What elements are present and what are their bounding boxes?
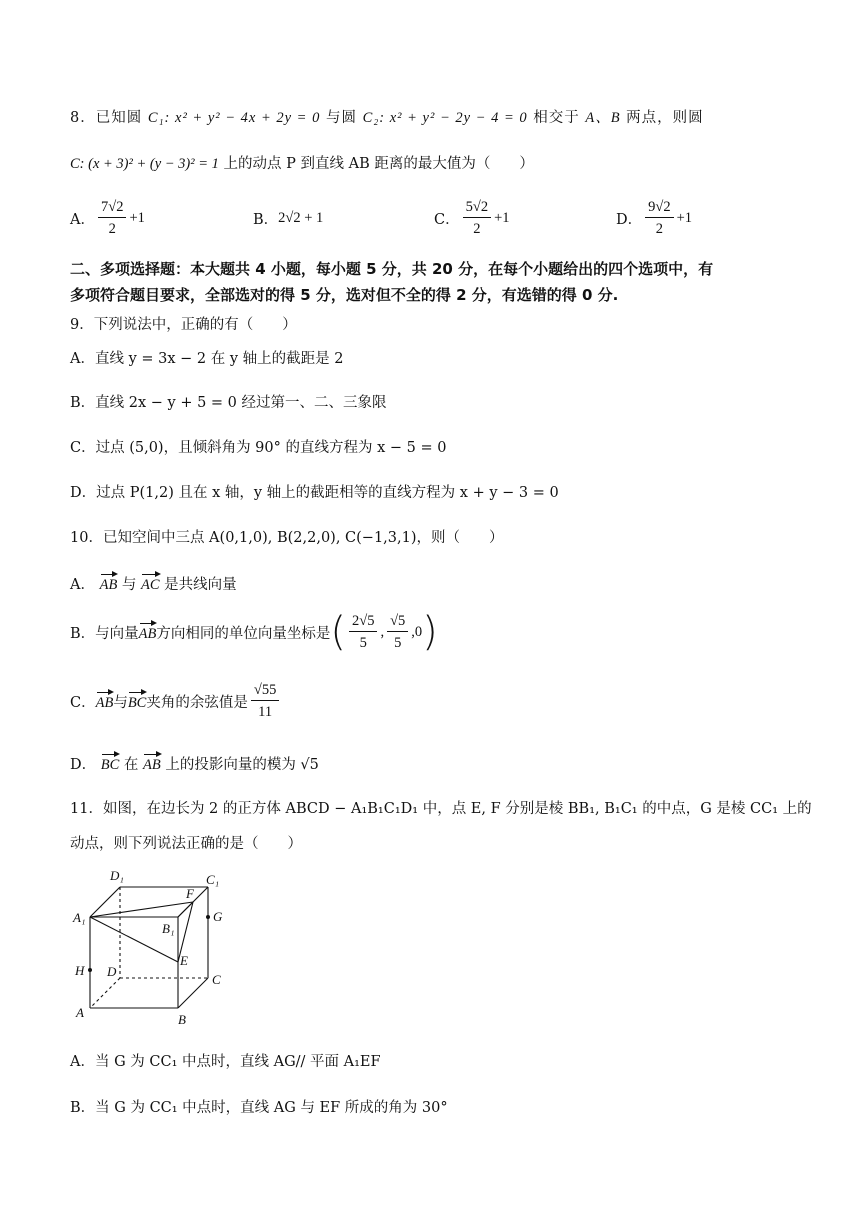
q9-option-a[interactable]: A．直线 y = 3x − 2 在 y 轴上的截距是 2: [70, 351, 344, 367]
q9-stem: 9．下列说法中，正确的有（ ）: [70, 317, 297, 333]
q8-option-b-expr: 2√2 + 1: [278, 210, 324, 226]
section2-header-line1: 二、多项选择题：本大题共 4 小题，每小题 5 分，共 20 分，在每个小题给出的四个选项中，有: [70, 260, 714, 278]
q8-and: 与圆: [325, 110, 357, 126]
q10-option-d-text-b: 上的投影向量的模为 √5: [165, 757, 319, 773]
q10-and: 与: [113, 694, 128, 711]
q10-option-c-num: √55: [251, 681, 279, 701]
label-b: B: [178, 1012, 186, 1027]
point-g: [206, 915, 210, 919]
q8-option-a-label: A．: [70, 211, 95, 228]
label-a1: A₁: [73, 910, 86, 925]
q8-circle-c2-equation: C₂: x² + y² − 2y − 4 = 0: [362, 110, 528, 126]
left-paren: (: [330, 609, 346, 655]
q8-option-c-den: 2: [473, 221, 481, 237]
q10-option-d-label: D．: [70, 757, 97, 773]
vector-bc: BC: [101, 752, 120, 774]
vector-ab: AB: [143, 752, 161, 774]
q8-line2: [70, 152, 534, 173]
q8-option-c-fraction: [463, 198, 491, 238]
q10-option-b-den1: 5: [359, 635, 367, 651]
vector-ab: AB: [139, 621, 157, 643]
label-a: A: [76, 1005, 84, 1020]
q8-option-d-tail: +1: [676, 209, 693, 226]
q10-option-b-frac1: [349, 612, 377, 652]
q9-option-c[interactable]: C．过点 (5,0)，且倾斜角为 90° 的直线方程为 x − 5 = 0: [70, 440, 447, 456]
label-f: F: [186, 886, 194, 901]
vector-ab: AB: [96, 690, 114, 712]
q8-option-c-tail: +1: [494, 209, 510, 226]
q10-option-b-frac2: [387, 612, 408, 652]
label-b1: B₁: [162, 921, 175, 936]
q8-two-points: 两点，则圆: [626, 110, 704, 126]
label-c1: C₁: [206, 872, 220, 887]
q8-option-d-num: 9√2: [645, 198, 673, 218]
q8-option-b[interactable]: [253, 208, 323, 229]
q10-option-c[interactable]: [70, 681, 282, 721]
q8-option-a-tail: +1: [129, 209, 145, 226]
label-e: E: [180, 953, 188, 968]
q10-option-a-text: 是共线向量: [164, 577, 237, 593]
q8-option-c[interactable]: [434, 198, 510, 238]
q8-option-d[interactable]: [616, 198, 692, 238]
q8-option-a-num: 7√2: [98, 198, 126, 218]
q8-points: A、B: [585, 110, 621, 126]
q10-option-a-label: A．: [70, 577, 95, 593]
q8-option-d-fraction: [645, 198, 673, 238]
q8-option-d-den: 2: [655, 221, 663, 237]
q10-option-b-last: 0: [414, 623, 423, 640]
vector-ac: AC: [141, 572, 160, 594]
label-g: G: [213, 909, 223, 924]
q10-stem: 10．已知空间中三点 A(0,1,0), B(2,2,0), C(−1,3,1)，则（ ）: [70, 530, 504, 546]
q11-option-b[interactable]: B．当 G 为 CC₁ 中点时，直线 AG 与 EF 所成的角为 30°: [70, 1100, 448, 1116]
q11-line2: 动点，则下列说法正确的是（ ）: [70, 836, 302, 852]
q8-intro: 8．已知圆: [70, 110, 143, 126]
label-c: C: [212, 972, 221, 987]
q10-option-a[interactable]: [70, 572, 237, 594]
q8-option-c-num: 5√2: [463, 198, 491, 218]
q10-option-d[interactable]: [70, 752, 319, 774]
q10-option-c-den: 11: [258, 704, 273, 720]
q11-option-a[interactable]: A．当 G 为 CC₁ 中点时，直线 AG// 平面 A₁EF: [70, 1054, 381, 1070]
vector-ab: AB: [100, 572, 118, 594]
q10-option-b-text: 方向相同的单位向量坐标是: [156, 625, 331, 642]
label-d1: D₁: [110, 868, 124, 883]
q8-question: 上的动点 P 到直线 AB 距离的最大值为（ ）: [223, 156, 534, 172]
q10-option-c-label: C．: [70, 694, 96, 711]
q8-option-a-fraction: [98, 198, 126, 238]
q8-option-a-den: 2: [108, 221, 116, 237]
q9-option-b[interactable]: B．直线 2x − y + 5 = 0 经过第一、二、三象限: [70, 395, 387, 411]
right-paren: ): [422, 609, 438, 655]
q10-option-b-label: B．与向量: [70, 625, 139, 642]
q8-circle-c-equation: C: (x + 3)² + (y − 3)² = 1: [70, 156, 219, 172]
q10-option-c-text: 夹角的余弦值是: [146, 694, 248, 711]
q10-option-b-den2: 5: [394, 635, 402, 651]
label-h: H: [75, 963, 85, 978]
q10-option-b-num2: √5: [387, 612, 408, 632]
q10-option-b[interactable]: [70, 609, 438, 655]
section2-header-line2: 多项符合题目要求，全部选对的得 5 分，选对但不全的得 2 分，有选错的得 0 分.: [70, 286, 619, 304]
q8-option-d-label: D．: [616, 211, 643, 228]
q10-and: 与: [121, 577, 137, 593]
comma: ,: [411, 623, 415, 640]
q10-option-c-frac: [251, 681, 279, 721]
vector-bc: BC: [128, 690, 147, 712]
q10-option-b-num1: 2√5: [349, 612, 377, 632]
cube-figure: [70, 862, 240, 1032]
q8-option-c-label: C．: [434, 211, 460, 228]
q8-option-a[interactable]: [70, 198, 145, 238]
point-h: [88, 968, 92, 972]
comma: ,: [380, 623, 385, 640]
q9-option-d[interactable]: D．过点 P(1,2) 且在 x 轴，y 轴上的截距相等的直线方程为 x + y − 3 = 0: [70, 485, 559, 501]
q8-option-b-label: B．: [253, 212, 279, 228]
label-d: D: [107, 964, 117, 979]
q8-line1: [70, 106, 704, 127]
q8-intersect: 相交于: [533, 110, 580, 126]
q11-line1: 11．如图，在边长为 2 的正方体 ABCD − A₁B₁C₁D₁ 中，点 E, F 分别是棱 BB₁, B₁C₁ 的中点，G 是棱 CC₁ 上的: [70, 801, 812, 817]
q8-circle-c1-equation: C₁: x² + y² − 4x + 2y = 0: [147, 110, 321, 126]
q10-option-d-text-a: 在: [123, 757, 139, 773]
